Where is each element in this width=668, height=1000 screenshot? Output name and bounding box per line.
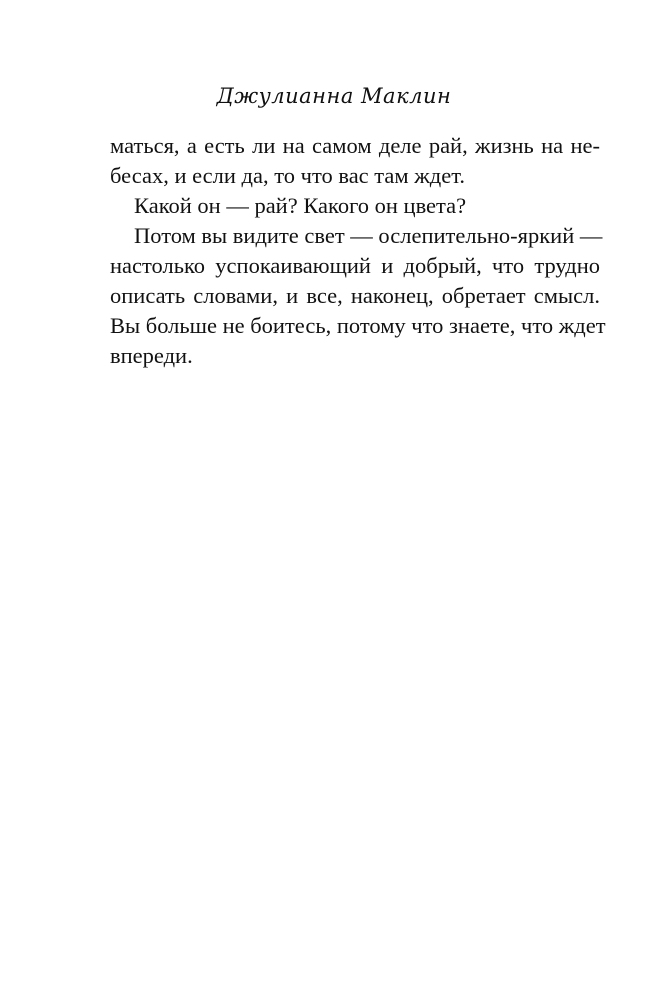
body-text <box>110 131 606 371</box>
text-line: Вы больше не боитесь, потому что знаете, что ждет <box>110 313 606 338</box>
text-line: маться, а есть ли на самом деле рай, жизнь на не- <box>110 133 600 158</box>
running-head-author: Джулианна Маклин <box>216 84 452 108</box>
text-line: Какой он — рай? Какого он цвета? <box>134 193 467 218</box>
paragraph-3 <box>110 221 606 371</box>
text-line: Потом вы видите свет — ослепительно-яркий — <box>134 223 603 248</box>
paragraph-1 <box>110 131 600 191</box>
text-line: бесах, и если да, то что вас там ждет. <box>110 163 465 188</box>
text-line: впереди. <box>110 343 193 368</box>
text-line: настолько успокаивающий и добрый, что трудно <box>110 253 600 278</box>
paragraph-2 <box>110 191 600 221</box>
text-line: описать словами, и все, наконец, обретает смысл. <box>110 283 600 308</box>
